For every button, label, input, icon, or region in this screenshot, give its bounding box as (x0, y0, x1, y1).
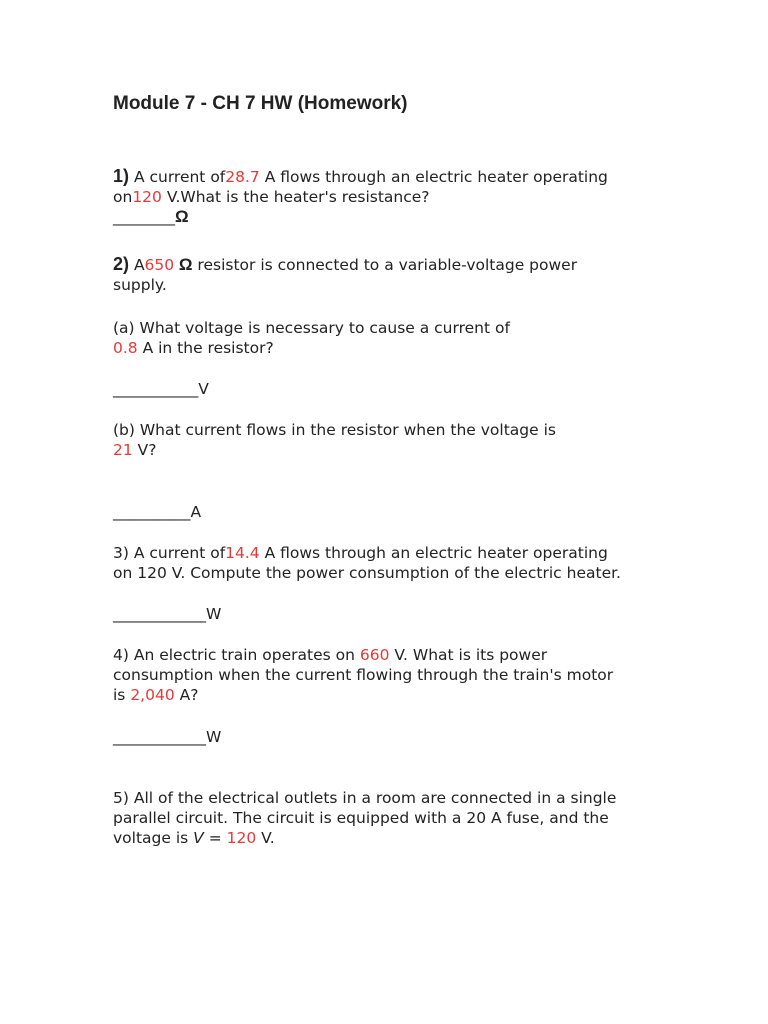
question-1-text: V.What is the heater's resistance? (161, 188, 430, 206)
question-4-text: V. What is its power (389, 646, 548, 664)
question-2 (113, 254, 673, 295)
current-value: 2,040 (130, 686, 175, 704)
question-4-line-2: consumption when the current flowing through the train's motor (113, 666, 614, 684)
question-2-line-1 (113, 254, 673, 275)
voltage-value: 120 (132, 188, 162, 206)
question-2a (113, 318, 673, 358)
question-4-text: is (113, 686, 131, 704)
question-5-text: = (203, 829, 227, 847)
question-3-line-1 (113, 543, 673, 563)
answer-blank-3[interactable]: ____________W (113, 605, 222, 623)
resistance-value: 650 (144, 256, 175, 274)
question-2b-text: V? (132, 441, 157, 459)
question-4-text: A? (174, 686, 199, 704)
question-4-line-1 (113, 645, 673, 665)
question-4 (113, 645, 673, 705)
question-2a-line-1: (a) What voltage is necessary to cause a current of (113, 319, 510, 337)
voltage-value: 21 (113, 441, 133, 459)
page-title: Module 7 - CH 7 HW (Homework) (113, 93, 408, 114)
voltage-value: 660 (359, 646, 390, 664)
question-1-number: 1) (113, 166, 130, 186)
question-2-line-2: supply. (113, 276, 167, 294)
voltage-variable: V (193, 829, 204, 847)
question-1 (113, 166, 673, 227)
ohm-symbol: Ω (174, 255, 193, 274)
question-3-text: A flows through an electric heater operating (259, 544, 608, 562)
question-2a-line-2 (113, 338, 673, 358)
question-5-line-2: parallel circuit. The circuit is equipped with a 20 A fuse, and the (113, 809, 609, 827)
current-value: 28.7 (225, 168, 260, 186)
question-2-number: 2) (113, 254, 130, 274)
question-5 (113, 788, 673, 848)
question-1-line-1 (113, 166, 673, 187)
current-value: 14.4 (225, 544, 260, 562)
question-1-text: on (113, 188, 133, 206)
question-2b (113, 420, 673, 460)
current-value: 0.8 (113, 339, 138, 357)
question-1-text: A flows through an electric heater operating (259, 168, 608, 186)
question-2a-text: A in the resistor? (137, 339, 274, 357)
question-2b-line-1: (b) What current flows in the resistor when the voltage is (113, 421, 556, 439)
voltage-value: 120 (226, 829, 257, 847)
question-5-text: V. (256, 829, 275, 847)
question-5-text: voltage is (113, 829, 194, 847)
question-5-line-3 (113, 828, 673, 848)
ohm-unit: Ω (175, 207, 189, 226)
question-3-text: 3) A current of (113, 544, 226, 562)
question-3-line-2: on 120 V. Compute the power consumption of the electric heater. (113, 564, 621, 582)
question-2-text: A (129, 256, 145, 274)
answer-blank-1[interactable] (113, 207, 673, 227)
question-1-text: A current of (129, 168, 226, 186)
answer-blank-4[interactable]: ____________W (113, 728, 222, 746)
question-4-text: 4) An electric train operates on (113, 646, 360, 664)
question-5-line-1: 5) All of the electrical outlets in a room are connected in a single (113, 789, 617, 807)
question-2-text: resistor is connected to a variable-voltage power (192, 256, 578, 274)
answer-blank-2b[interactable]: __________A (113, 503, 202, 521)
question-4-line-3 (113, 685, 673, 705)
question-2b-line-2 (113, 440, 673, 460)
question-3 (113, 543, 673, 583)
answer-blank-2a[interactable]: ___________V (113, 380, 209, 398)
answer-line: ________ (113, 208, 175, 226)
question-1-line-2 (113, 187, 673, 207)
